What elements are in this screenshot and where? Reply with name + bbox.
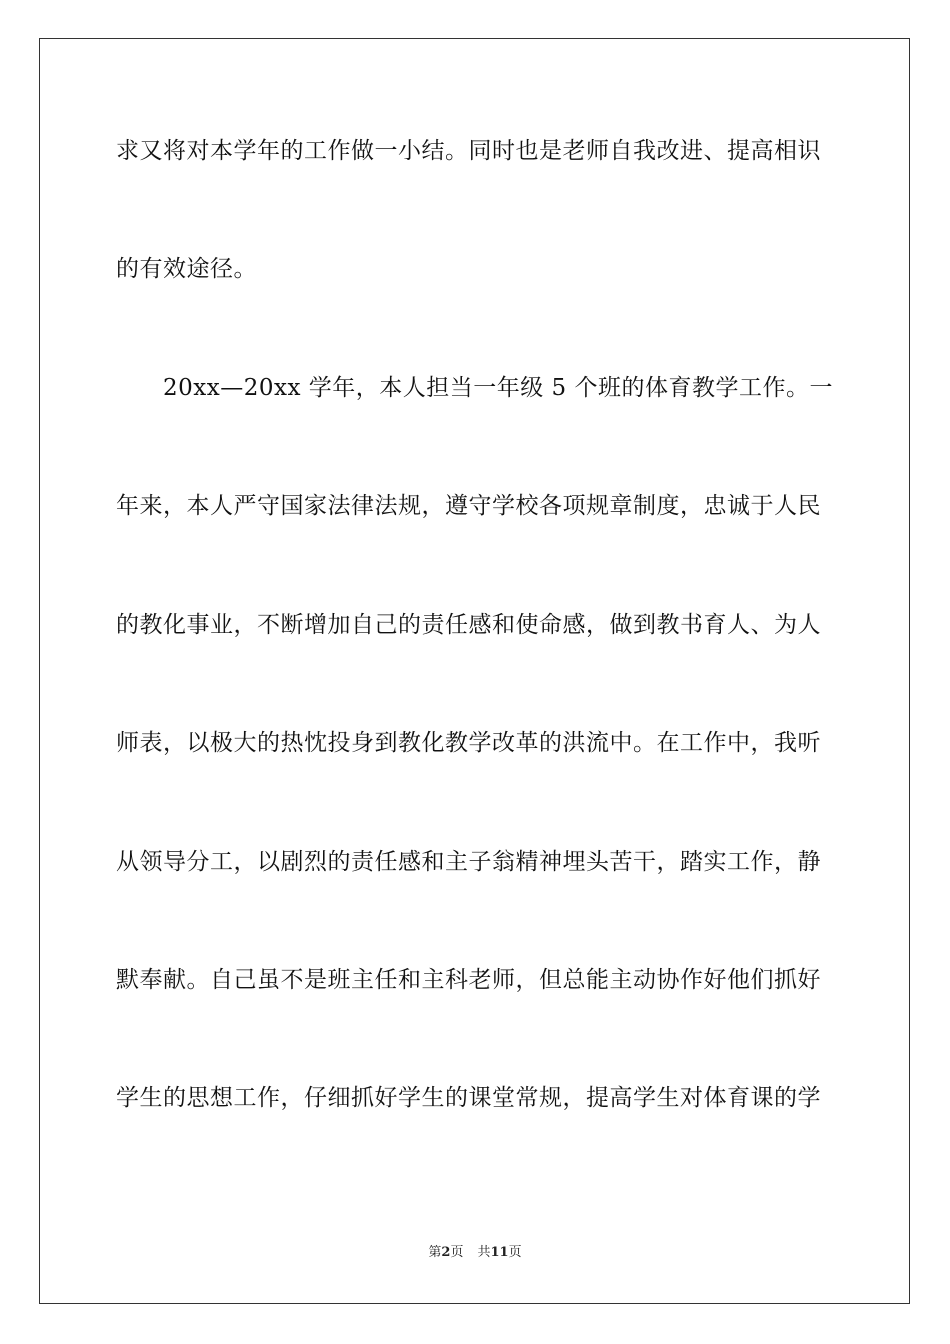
page-border: [39, 38, 910, 1304]
total-suffix: 页: [508, 1245, 522, 1260]
body-line-6: 师表，以极大的热忱投身到教化教学改革的洪流中。在工作中，我听: [116, 730, 821, 756]
total-prefix: 共: [477, 1245, 491, 1260]
page-prefix: 第: [428, 1245, 442, 1260]
body-line-8: 默奉献。自己虽不是班主任和主科老师，但总能主动协作好他们抓好: [116, 967, 821, 993]
page-footer: [0, 1245, 950, 1261]
body-line-5: 的教化事业，不断增加自己的责任感和使命感，做到教书育人、为人: [116, 612, 821, 638]
body-line-9: 学生的思想工作，仔细抓好学生的课堂常规，提高学生对体育课的学: [116, 1085, 821, 1111]
total-pages: 11: [490, 1245, 509, 1260]
body-line-2: 的有效途径。: [116, 256, 257, 282]
body-line-1: 求又将对本学年的工作做一小结。同时也是老师自我改进、提高相识: [116, 138, 821, 164]
body-line-4: 年来，本人严守国家法律法规，遵守学校各项规章制度，忠诚于人民: [116, 493, 821, 519]
body-line-7: 从领导分工，以剧烈的责任感和主子翁精神埋头苦干，踏实工作，静: [116, 849, 821, 875]
page-suffix: 页: [450, 1245, 464, 1260]
body-line-3: 20xx—20xx 学年，本人担当一年级 5 个班的体育教学工作。一: [163, 375, 833, 401]
page-number: 2: [441, 1245, 451, 1260]
